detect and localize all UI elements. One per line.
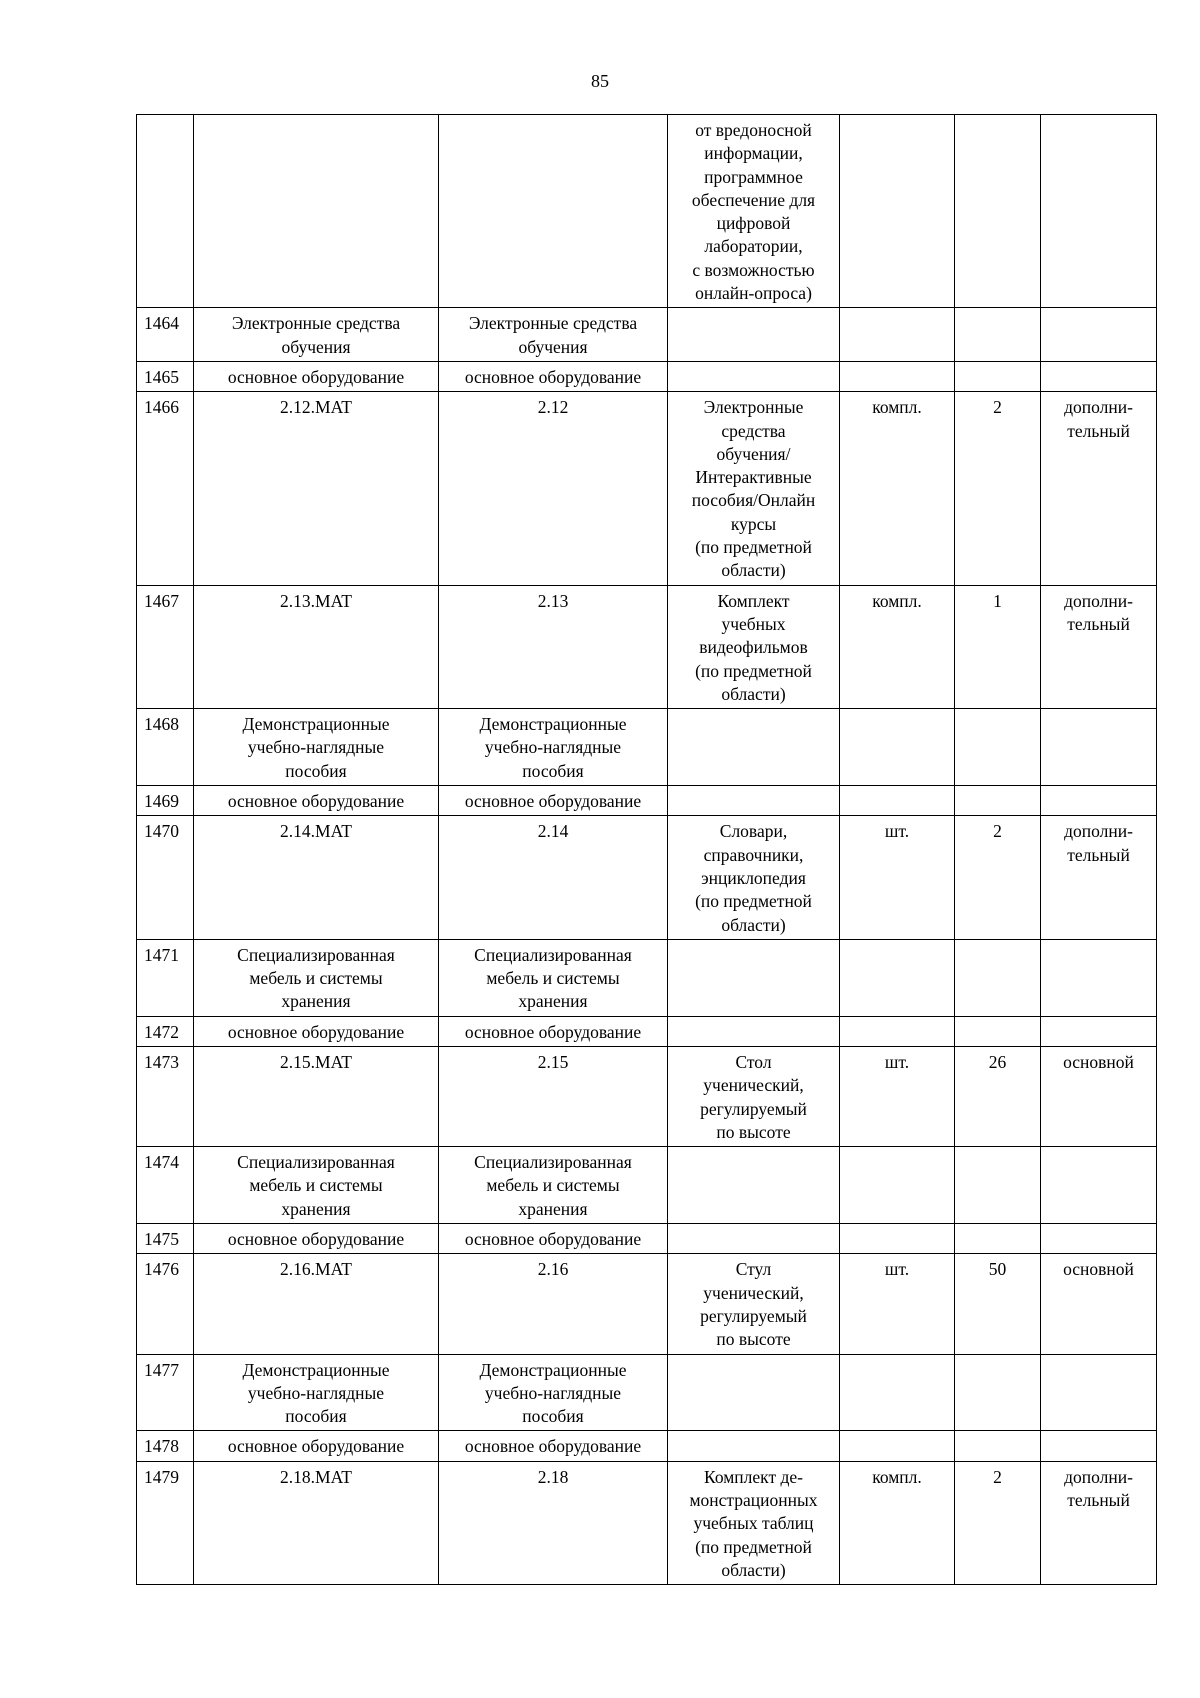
table-row [137, 939, 1157, 1016]
equipment-type-cell [1041, 939, 1157, 1016]
item-name-cell [668, 308, 840, 362]
code-cell [194, 115, 439, 308]
row-number-cell [137, 1016, 194, 1046]
row-number-cell [137, 786, 194, 816]
item-name-cell [668, 1254, 840, 1354]
equipment-type-cell [1041, 1461, 1157, 1584]
section-text: Специализированная мебель и системы хранения [474, 1152, 632, 1219]
item-name-cell [668, 585, 840, 708]
code-cell [194, 392, 439, 585]
code-cell [194, 1461, 439, 1584]
section-text: основное оборудование [464, 1229, 642, 1250]
table-row [137, 1354, 1157, 1431]
item-name-cell [668, 709, 840, 786]
quantity-cell [955, 361, 1041, 391]
section-text: 2.18 [537, 1466, 569, 1487]
item-name-cell [668, 392, 840, 585]
row-number-text: 1479 [144, 1466, 179, 1487]
row-number-text: 1469 [144, 791, 179, 812]
quantity-text: 1 [993, 590, 1002, 611]
code-text: Специализированная мебель и системы хранения [237, 944, 395, 1012]
section-text: основное оборудование [464, 1436, 642, 1457]
item-name-cell [668, 1461, 840, 1584]
unit-cell [840, 585, 955, 708]
page-number: 85 [591, 71, 609, 91]
section-cell [439, 1461, 668, 1584]
code-text: 2.12.MAT [280, 397, 352, 418]
section-text: основное оборудование [464, 1021, 642, 1042]
code-cell [194, 1016, 439, 1046]
section-text: 2.14 [537, 821, 569, 842]
unit-cell [840, 1147, 955, 1224]
unit-cell [840, 939, 955, 1016]
unit-cell [840, 1254, 955, 1354]
table-row [137, 115, 1157, 308]
row-number-text: 1473 [144, 1051, 179, 1072]
item-name-text: Электронные средства обучения/ Интерактивные пособия/Онлайн курсы (по предметной области) [691, 397, 816, 581]
code-cell [194, 786, 439, 816]
row-number-cell [137, 709, 194, 786]
unit-cell [840, 392, 955, 585]
row-number-cell [137, 1224, 194, 1254]
code-cell [194, 816, 439, 939]
code-text: 2.16.MAT [280, 1259, 352, 1280]
quantity-cell [955, 939, 1041, 1016]
quantity-cell [955, 1461, 1041, 1584]
item-name-cell [668, 1354, 840, 1431]
quantity-cell [955, 786, 1041, 816]
row-number-cell [137, 1354, 194, 1431]
row-number-cell [137, 1431, 194, 1461]
row-number-text: 1468 [144, 714, 179, 735]
equipment-type-cell [1041, 115, 1157, 308]
equipment-type-text: основной [1063, 1051, 1134, 1072]
unit-cell [840, 361, 955, 391]
section-text: Специализированная мебель и системы хранения [474, 944, 632, 1012]
section-cell [439, 361, 668, 391]
section-text: 2.15 [537, 1051, 569, 1072]
row-number-text: 1465 [144, 366, 179, 387]
item-name-cell [668, 939, 840, 1016]
item-name-cell [668, 361, 840, 391]
row-number-text: 1476 [144, 1259, 179, 1280]
quantity-cell [955, 308, 1041, 362]
quantity-cell [955, 1224, 1041, 1254]
code-cell [194, 1431, 439, 1461]
section-text: основное оборудование [464, 791, 642, 812]
table-row [137, 1016, 1157, 1046]
equipment-type-cell [1041, 392, 1157, 585]
code-cell [194, 1354, 439, 1431]
code-text: 2.14.MAT [280, 821, 352, 842]
equipment-type-cell [1041, 1224, 1157, 1254]
row-number-text: 1472 [144, 1021, 179, 1042]
unit-text: шт. [884, 1259, 910, 1280]
section-text: 2.13 [537, 590, 569, 611]
item-name-cell [668, 1431, 840, 1461]
row-number-cell [137, 361, 194, 391]
section-text: Демонстрационные учебно-наглядные пособия [479, 714, 627, 781]
unit-cell [840, 1431, 955, 1461]
code-cell [194, 939, 439, 1016]
quantity-cell [955, 709, 1041, 786]
quantity-text: 2 [993, 1466, 1002, 1487]
unit-cell [840, 709, 955, 786]
equipment-type-cell [1041, 816, 1157, 939]
code-text: Электронные средства обучения [231, 313, 401, 357]
row-number-cell [137, 585, 194, 708]
code-text: основное оборудование [227, 366, 405, 387]
code-text: 2.15.MAT [280, 1051, 352, 1072]
equipment-type-cell [1041, 1046, 1157, 1146]
section-cell [439, 1046, 668, 1146]
section-cell [439, 585, 668, 708]
table-row [137, 709, 1157, 786]
equipment-type-text: дополни- тельный [1064, 397, 1133, 441]
quantity-cell [955, 1147, 1041, 1224]
quantity-cell [955, 1016, 1041, 1046]
code-cell [194, 709, 439, 786]
section-cell [439, 1016, 668, 1046]
section-cell [439, 1254, 668, 1354]
quantity-cell [955, 392, 1041, 585]
row-number-text: 1467 [144, 590, 179, 611]
code-cell [194, 1046, 439, 1146]
section-text: Демонстрационные учебно-наглядные пособия [479, 1359, 627, 1427]
unit-cell [840, 308, 955, 362]
code-cell [194, 1224, 439, 1254]
unit-cell [840, 786, 955, 816]
equipment-type-text: дополни- тельный [1064, 590, 1133, 634]
code-cell [194, 585, 439, 708]
row-number-text: 1470 [144, 821, 179, 842]
code-text: 2.18.MAT [280, 1466, 352, 1487]
item-name-cell [668, 1016, 840, 1046]
unit-cell [840, 1016, 955, 1046]
equipment-type-text: дополни- тельный [1064, 821, 1133, 865]
equipment-type-text: основной [1063, 1259, 1134, 1280]
item-name-cell [668, 1046, 840, 1146]
quantity-cell [955, 115, 1041, 308]
table-row [137, 816, 1157, 939]
section-cell [439, 1224, 668, 1254]
equipment-type-cell [1041, 1016, 1157, 1046]
code-text: Демонстрационные учебно-наглядные пособия [242, 1359, 390, 1427]
code-text: основное оборудование [227, 1229, 405, 1250]
table-body [137, 115, 1157, 1585]
table-row [137, 1461, 1157, 1584]
section-cell [439, 1354, 668, 1431]
unit-text: компл. [872, 1466, 922, 1487]
equipment-type-cell [1041, 786, 1157, 816]
equipment-type-cell [1041, 1254, 1157, 1354]
item-name-text: Стол ученический, регулируемый по высоте [700, 1051, 807, 1142]
table-row [137, 1431, 1157, 1461]
table-row [137, 1254, 1157, 1354]
section-cell [439, 786, 668, 816]
equipment-type-cell [1041, 1354, 1157, 1431]
equipment-type-cell [1041, 585, 1157, 708]
unit-text: шт. [884, 821, 910, 842]
row-number-text: 1478 [144, 1436, 179, 1457]
code-cell [194, 308, 439, 362]
unit-cell [840, 816, 955, 939]
quantity-text: 26 [988, 1051, 1007, 1072]
table-row [137, 1147, 1157, 1224]
row-number-cell [137, 1147, 194, 1224]
equipment-type-cell [1041, 308, 1157, 362]
row-number-text: 1474 [144, 1152, 179, 1173]
item-name-cell [668, 816, 840, 939]
code-cell [194, 1147, 439, 1224]
table-row [137, 361, 1157, 391]
unit-cell [840, 1046, 955, 1146]
equipment-type-cell [1041, 709, 1157, 786]
quantity-cell [955, 1431, 1041, 1461]
quantity-cell [955, 1354, 1041, 1431]
row-number-text: 1477 [144, 1359, 179, 1380]
equipment-type-cell [1041, 1431, 1157, 1461]
quantity-cell [955, 585, 1041, 708]
item-name-text: Словари, справочники, энциклопедия (по предметной области) [695, 821, 812, 935]
section-cell [439, 709, 668, 786]
table-row [137, 1224, 1157, 1254]
row-number-text: 1475 [144, 1229, 179, 1250]
table-row [137, 308, 1157, 362]
section-cell [439, 816, 668, 939]
table-row [137, 585, 1157, 708]
item-name-cell [668, 786, 840, 816]
section-text: 2.12 [537, 397, 569, 418]
unit-cell [840, 1224, 955, 1254]
section-cell [439, 939, 668, 1016]
row-number-text: 1464 [144, 313, 179, 334]
row-number-cell [137, 392, 194, 585]
unit-cell [840, 1461, 955, 1584]
section-text: Электронные средства обучения [468, 313, 638, 357]
item-name-cell [668, 115, 840, 308]
quantity-cell [955, 816, 1041, 939]
section-cell [439, 115, 668, 308]
code-text: основное оборудование [227, 1436, 405, 1457]
quantity-text: 2 [993, 397, 1002, 418]
row-number-cell [137, 308, 194, 362]
row-number-text: 1466 [144, 397, 179, 418]
item-name-cell [668, 1147, 840, 1224]
section-cell [439, 1431, 668, 1461]
code-text: 2.13.MAT [280, 590, 352, 611]
unit-text: компл. [872, 590, 922, 611]
item-name-text: Стул ученический, регулируемый по высоте [700, 1259, 807, 1350]
unit-text: компл. [872, 397, 922, 418]
item-name-cell [668, 1224, 840, 1254]
quantity-text: 50 [988, 1259, 1007, 1280]
equipment-type-cell [1041, 1147, 1157, 1224]
quantity-cell [955, 1254, 1041, 1354]
table-row [137, 786, 1157, 816]
item-name-text: Комплект де- монстрационных учебных таблиц (по предметной области) [689, 1466, 818, 1580]
equipment-table [136, 114, 1157, 1585]
row-number-text: 1471 [144, 944, 179, 965]
quantity-cell [955, 1046, 1041, 1146]
row-number-cell [137, 115, 194, 308]
unit-cell [840, 1354, 955, 1431]
code-text: Демонстрационные учебно-наглядные пособия [242, 714, 390, 781]
code-text: Специализированная мебель и системы хранения [237, 1152, 395, 1219]
item-name-text: Комплект учебных видеофильмов (по предметной области) [695, 590, 812, 704]
equipment-type-text: дополни- тельный [1064, 1466, 1133, 1511]
section-cell [439, 308, 668, 362]
equipment-type-cell [1041, 361, 1157, 391]
row-number-cell [137, 939, 194, 1016]
unit-cell [840, 115, 955, 308]
unit-text: шт. [884, 1051, 910, 1072]
code-cell [194, 361, 439, 391]
code-cell [194, 1254, 439, 1354]
row-number-cell [137, 1461, 194, 1584]
row-number-cell [137, 816, 194, 939]
row-number-cell [137, 1046, 194, 1146]
table-row [137, 1046, 1157, 1146]
section-cell [439, 392, 668, 585]
code-text: основное оборудование [227, 791, 405, 812]
row-number-cell [137, 1254, 194, 1354]
table-row [137, 392, 1157, 585]
quantity-text: 2 [993, 821, 1002, 842]
code-text: основное оборудование [227, 1021, 405, 1042]
section-text: основное оборудование [464, 366, 642, 387]
section-text: 2.16 [537, 1259, 569, 1280]
section-cell [439, 1147, 668, 1224]
item-name-text: от вредоносной информации, программное обеспечение для цифровой лаборатории, с возможностью онлайн-опроса) [691, 120, 816, 304]
